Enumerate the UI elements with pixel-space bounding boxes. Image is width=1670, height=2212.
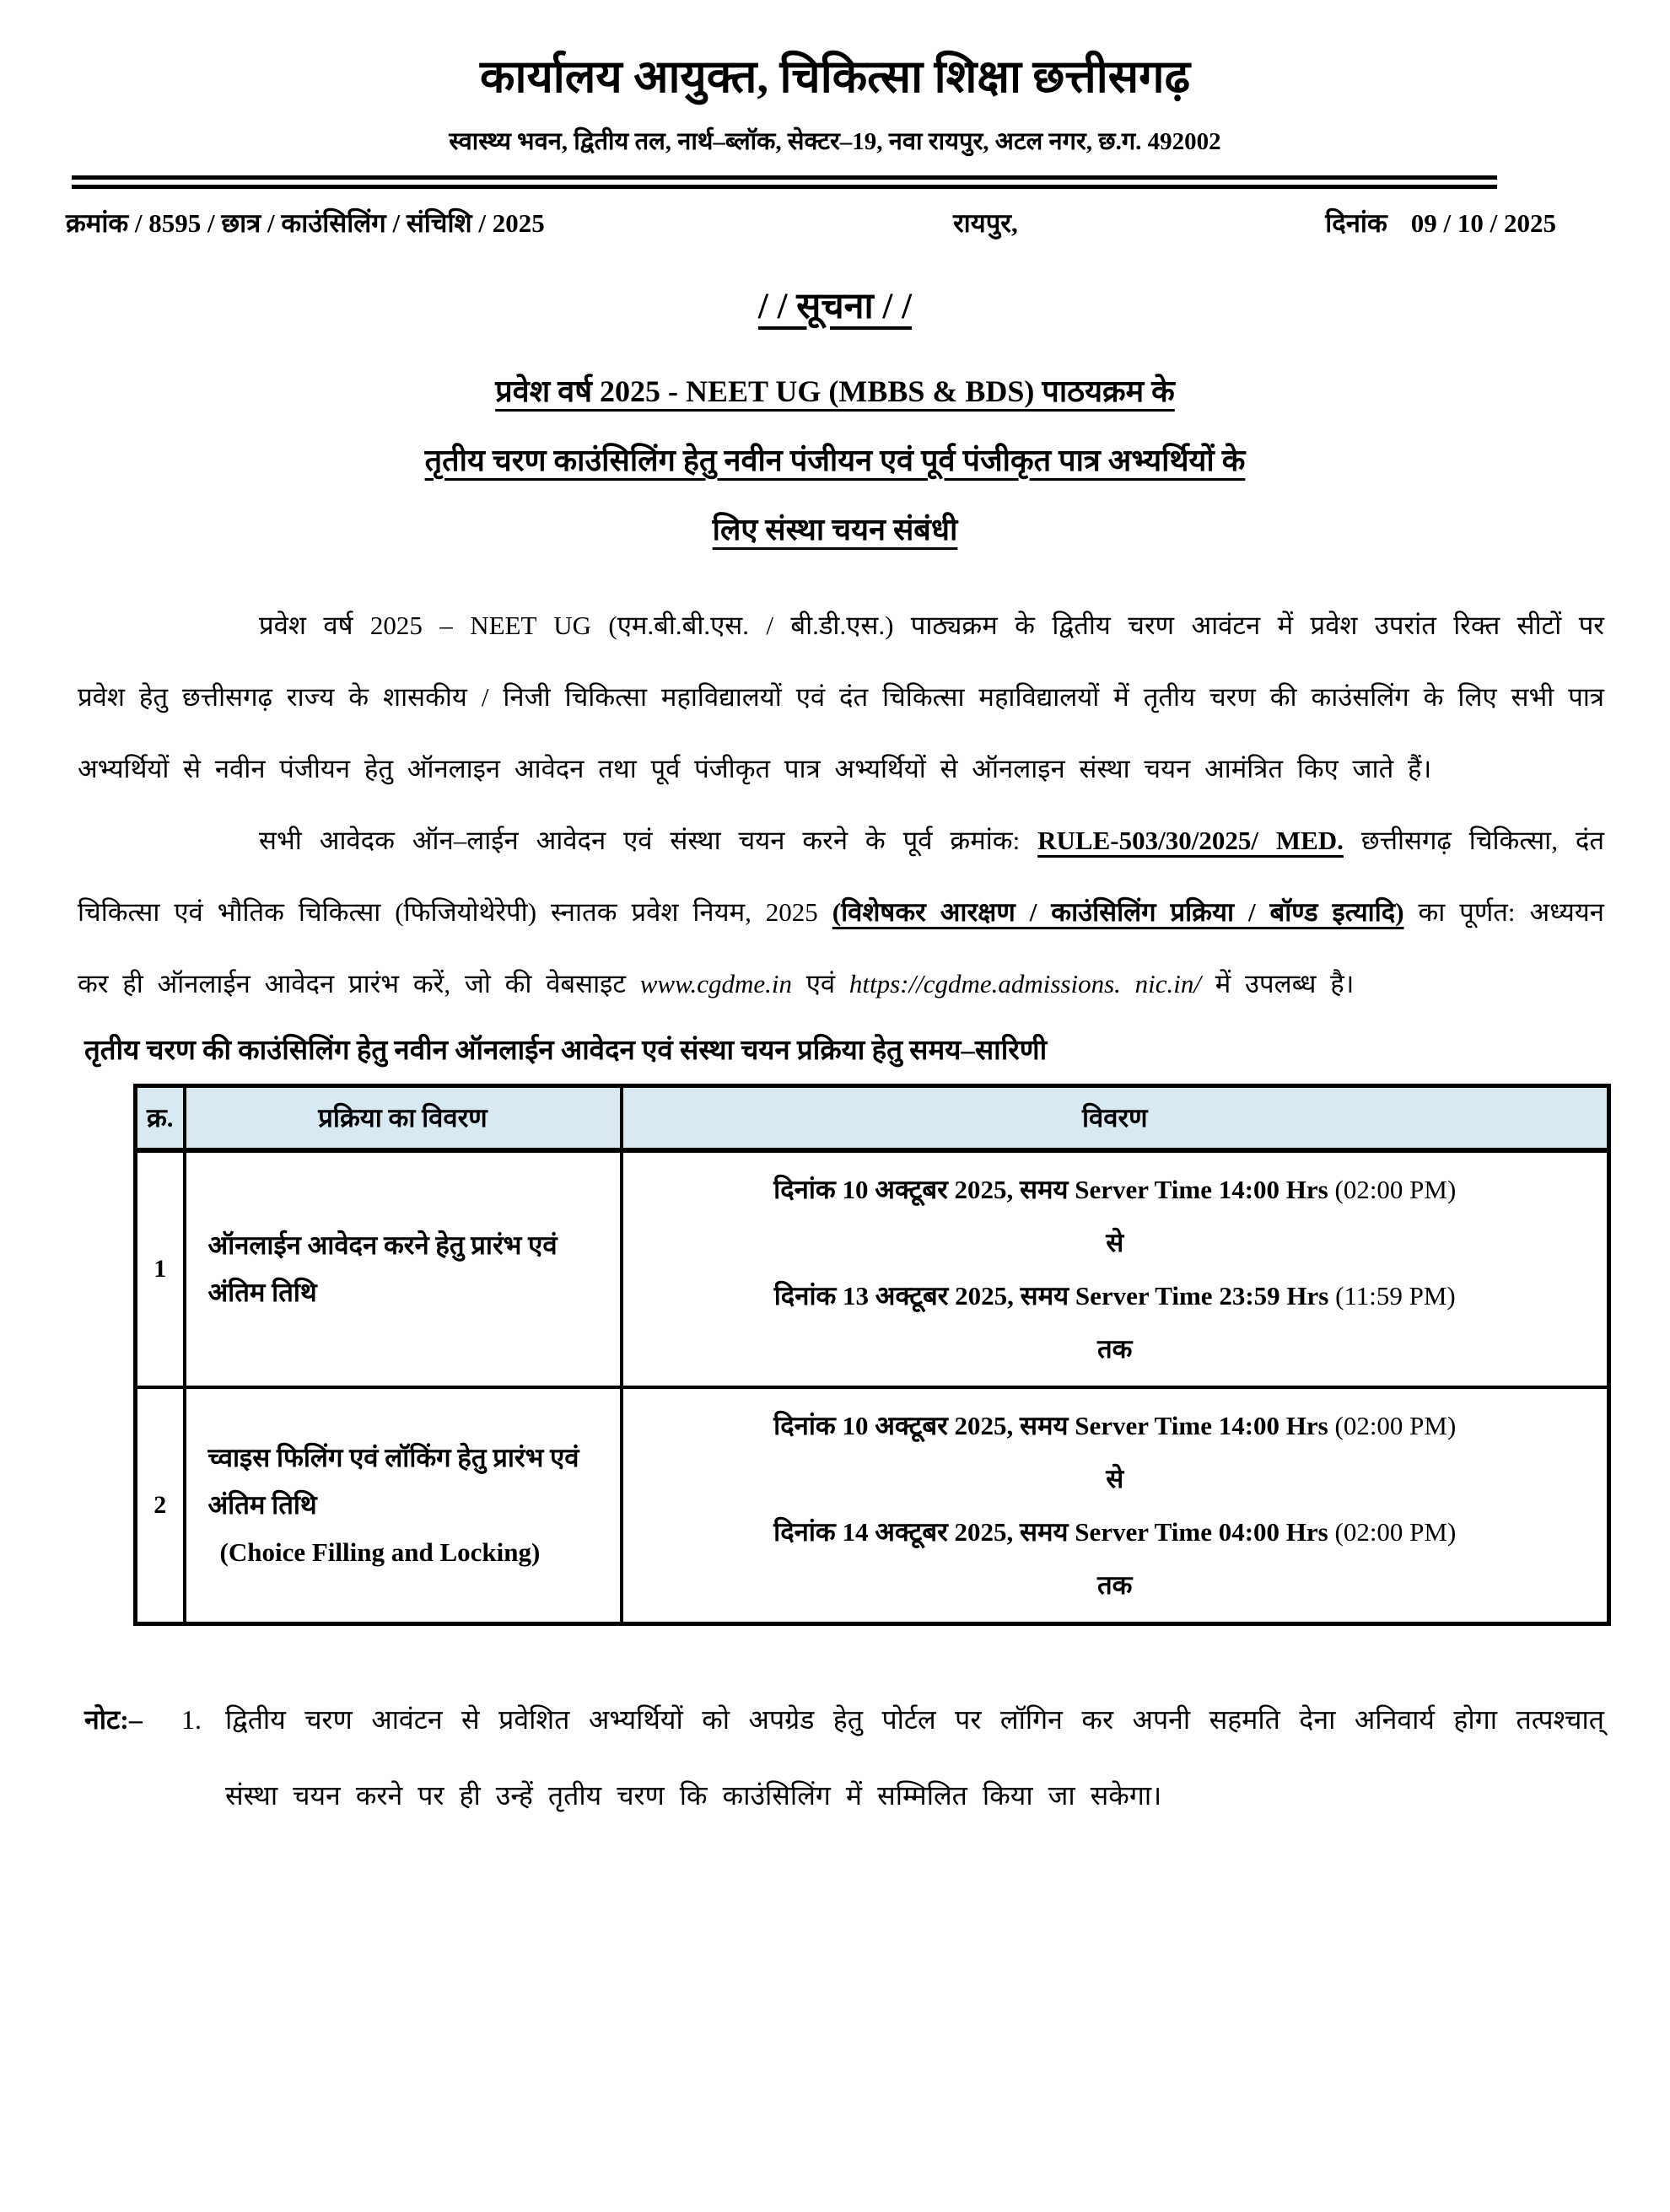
notice-subject <box>0 357 1670 564</box>
office-title: कार्यालय आयुक्त, चिकित्सा शिक्षा छत्तीसगढ़ <box>480 51 1190 102</box>
table-row <box>136 1387 1609 1624</box>
subject-line: तृतीय चरण काउंसिलिंग हेतु नवीन पंजीयन एवं पूर्व पंजीकृत पात्र अभ्यर्थियों के <box>424 444 1246 477</box>
reference-place: रायपुर, <box>953 208 1018 238</box>
website-url-1: www.cgdme.in <box>639 969 792 998</box>
reference-date-label: दिनांक <box>1325 208 1387 238</box>
detail-start-datetime: दिनांक 10 अक्टूबर 2025, समय Server Time 14:00 Hrs (02:00 PM) <box>773 1410 1457 1440</box>
detail-end-datetime: दिनांक 13 अक्टूबर 2025, समय Server Time 23:59 Hrs (11:59 PM) <box>773 1280 1456 1311</box>
reference-date <box>1325 204 1556 242</box>
detail-start-datetime: दिनांक 10 अक्टूबर 2025, समय Server Time 14:00 Hrs (02:00 PM) <box>773 1174 1457 1204</box>
office-address: स्वास्थ्य भवन, द्वितीय तल, नार्थ–ब्लॉक, सेक्टर–19, नवा रायपुर, अटल नगर, छ.ग. 492002 <box>449 128 1221 155</box>
paragraph-1: प्रवेश वर्ष 2025 – NEET UG (एम.बी.बी.एस. / बी.डी.एस.) पाठ्यक्रम के द्वितीय चरण आवंटन में प्रवेश उपरांत रिक्त सीटों पर प्रवेश हेतु छत्तीसगढ़ राज्य के शासकीय / निजी चिकित्सा महाविद्यालयों एवं दंत चिकित्सा महाविद्यालयों में तृतीय चरण की काउंसलिंग के लिए सभी पात्र अभ्यर्थियों से नवीन पंजीयन हेतु ऑनलाइन आवेदन तथा पूर्व पंजीकृत पात्र अभ्यर्थियों से ऑनलाइन संस्था चयन आमंत्रित किए जाते हैं। <box>78 611 1604 783</box>
note-section <box>84 1682 1604 1833</box>
row-sn: 1 <box>136 1150 185 1387</box>
reference-number: क्रमांक / 8595 / छात्र / काउंसिलिंग / संचिशि / 2025 <box>66 208 545 238</box>
note-label: नोट:– <box>84 1703 143 1735</box>
row-process: ऑनलाईन आवेदन करने हेतु प्रारंभ एवं अंतिम तिथि <box>185 1150 622 1387</box>
table-header-row <box>136 1086 1609 1150</box>
table-row <box>136 1150 1609 1387</box>
row-sn: 2 <box>136 1387 185 1624</box>
detail-end-datetime: दिनांक 14 अक्टूबर 2025, समय Server Time 04:00 Hrs (02:00 PM) <box>773 1516 1457 1547</box>
row-process: च्वाइस फिलिंग एवं लॉकिंग हेतु प्रारंभ एवं अंतिम तिथि (Choice Filling and Locking) <box>185 1387 622 1624</box>
paragraph-2: सभी आवेदक ऑन–लाईन आवेदन एवं संस्था चयन करने के पूर्व क्रमांक: RULE-503/30/2025/ MED. छत्तीसगढ़ चिकित्सा, दंत चिकित्सा एवं भौतिक चिकित्सा (फिजियोथेरेपी) स्नातक प्रवेश नियम, 2025 (विशेषकर आरक्षण / काउंसिलिंग प्रक्रिया / बॉण्ड इत्यादि) का पूर्णत: अध्ययन कर ही ऑनलाईन आवेदन प्रारंभ करें, जो की वेबसाइट www.cgdme.in एवं https://cgdme.admissions. nic.in/ में उपलब्ध है। <box>78 826 1604 998</box>
detail-to-word: तक <box>1097 1333 1133 1364</box>
reference-line <box>66 204 1556 242</box>
schedule-heading: तृतीय चरण की काउंसिलिंग हेतु नवीन ऑनलाईन आवेदन एवं संस्था चयन प्रक्रिया हेतु समय–सारिणी <box>84 1036 1048 1066</box>
detail-to-word: तक <box>1097 1569 1133 1600</box>
subject-line: प्रवेश वर्ष 2025 - NEET UG (MBBS & BDS) पाठयक्रम के <box>495 374 1175 408</box>
row-details <box>622 1387 1609 1624</box>
note-text: द्वितीय चरण आवंटन से प्रवेशित अभ्यर्थियों को अपग्रेड हेतु पोर्टल पर लॉगिन कर अपनी सहमति देना अनिवार्य होगा तत्पश्चात् संस्था चयन करने पर ही उन्हें तृतीय चरण कि काउंसिलिंग में सम्मिलित किया जा सकेगा। <box>225 1703 1604 1811</box>
detail-from-word: से <box>1106 1227 1124 1257</box>
letterhead <box>0 0 1670 159</box>
col-header-details: विवरण <box>622 1086 1609 1150</box>
detail-from-word: से <box>1106 1463 1124 1494</box>
rule-reference: RULE-503/30/2025/ MED. <box>1037 826 1344 855</box>
row-process-english: (Choice Filling and Locking) <box>219 1537 541 1567</box>
notice-title: / / सूचना / / <box>757 287 913 326</box>
emphasis-reservation: (विशेषकर आरक्षण / काउंसिलिंग प्रक्रिया / बॉण्ड इत्यादि) <box>832 897 1404 927</box>
schedule-table <box>133 1084 1611 1626</box>
website-url-2: https://cgdme.admissions. nic.in/ <box>848 969 1202 998</box>
col-header-process: प्रक्रिया का विवरण <box>185 1086 622 1150</box>
letterhead-divider <box>72 175 1497 189</box>
subject-line: लिए संस्था चयन संबंधी <box>712 513 958 546</box>
col-header-sn: क्र. <box>136 1086 185 1150</box>
row-details <box>622 1150 1609 1387</box>
note-number: 1. <box>181 1703 202 1735</box>
reference-date-value: 09 / 10 / 2025 <box>1410 208 1556 238</box>
